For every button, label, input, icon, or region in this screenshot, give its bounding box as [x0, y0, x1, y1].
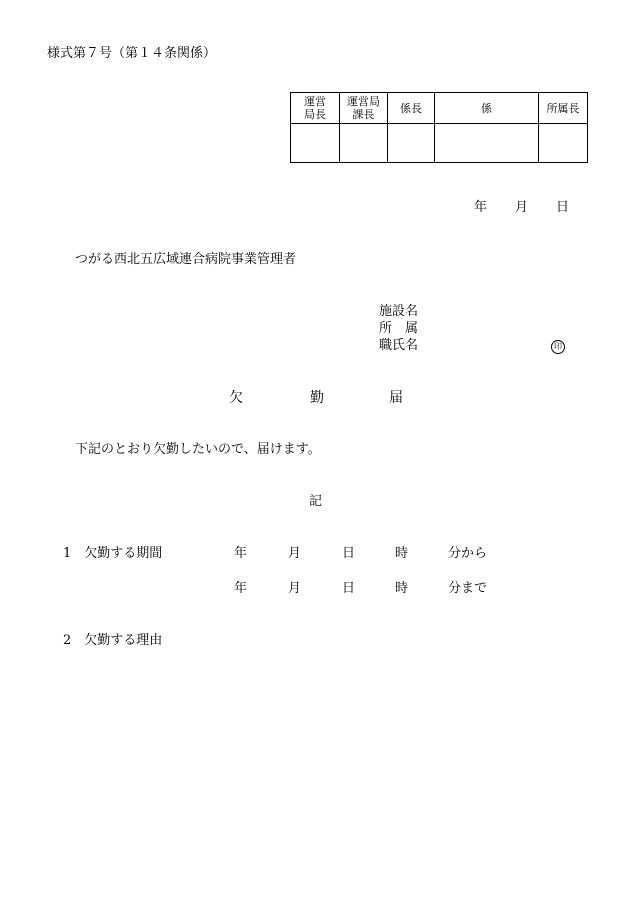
approval-header-dept-head: 所属長: [539, 93, 588, 124]
absence-reason-label: 2 欠勤する理由: [63, 633, 163, 648]
addressee: つがる西北五広域連合病院事業管理者: [75, 252, 297, 267]
to-year-label: 年: [234, 581, 248, 596]
approval-stamp-cell[interactable]: [435, 124, 539, 163]
approval-stamp-cell[interactable]: [340, 124, 388, 163]
title-char-1: 欠: [229, 390, 243, 406]
facility-label: 施設名: [379, 304, 419, 319]
from-month-label: 月: [288, 546, 302, 561]
from-hour-label: 時: [395, 546, 409, 561]
from-year-label: 年: [234, 546, 248, 561]
approval-stamp-cell[interactable]: [291, 124, 340, 163]
department-label: 所 属: [379, 321, 419, 336]
approval-stamp-cell[interactable]: [388, 124, 435, 163]
form-number: 様式第７号（第１４条関係）: [47, 46, 217, 61]
from-minute-label: 分から: [448, 546, 488, 561]
to-minute-label: 分まで: [448, 581, 488, 596]
intro-text: 下記のとおり欠勤したいので、届けます。: [75, 442, 321, 457]
seal-icon: 印: [551, 340, 565, 354]
approval-stamp-cell[interactable]: [539, 124, 588, 163]
date-day-label: 日: [556, 200, 570, 215]
to-day-label: 日: [342, 581, 356, 596]
approval-header-section-chief: 運営局 課長: [340, 93, 388, 124]
from-day-label: 日: [342, 546, 356, 561]
absence-period-label: 1 欠勤する期間: [63, 546, 163, 561]
approval-header-subsection-chief: 係長: [388, 93, 435, 124]
approval-header-director: 運営 局長: [291, 93, 340, 124]
date-year-label: 年: [474, 200, 488, 215]
to-month-label: 月: [288, 581, 302, 596]
approval-header-staff: 係: [435, 93, 539, 124]
date-month-label: 月: [515, 200, 529, 215]
seal-mark: [551, 338, 565, 354]
title-char-2: 勤: [310, 390, 324, 406]
ki-label: 記: [309, 494, 323, 509]
to-hour-label: 時: [395, 581, 409, 596]
name-label: 職氏名: [379, 338, 419, 353]
title-char-3: 届: [389, 390, 403, 406]
approval-stamp-table: [290, 92, 588, 163]
